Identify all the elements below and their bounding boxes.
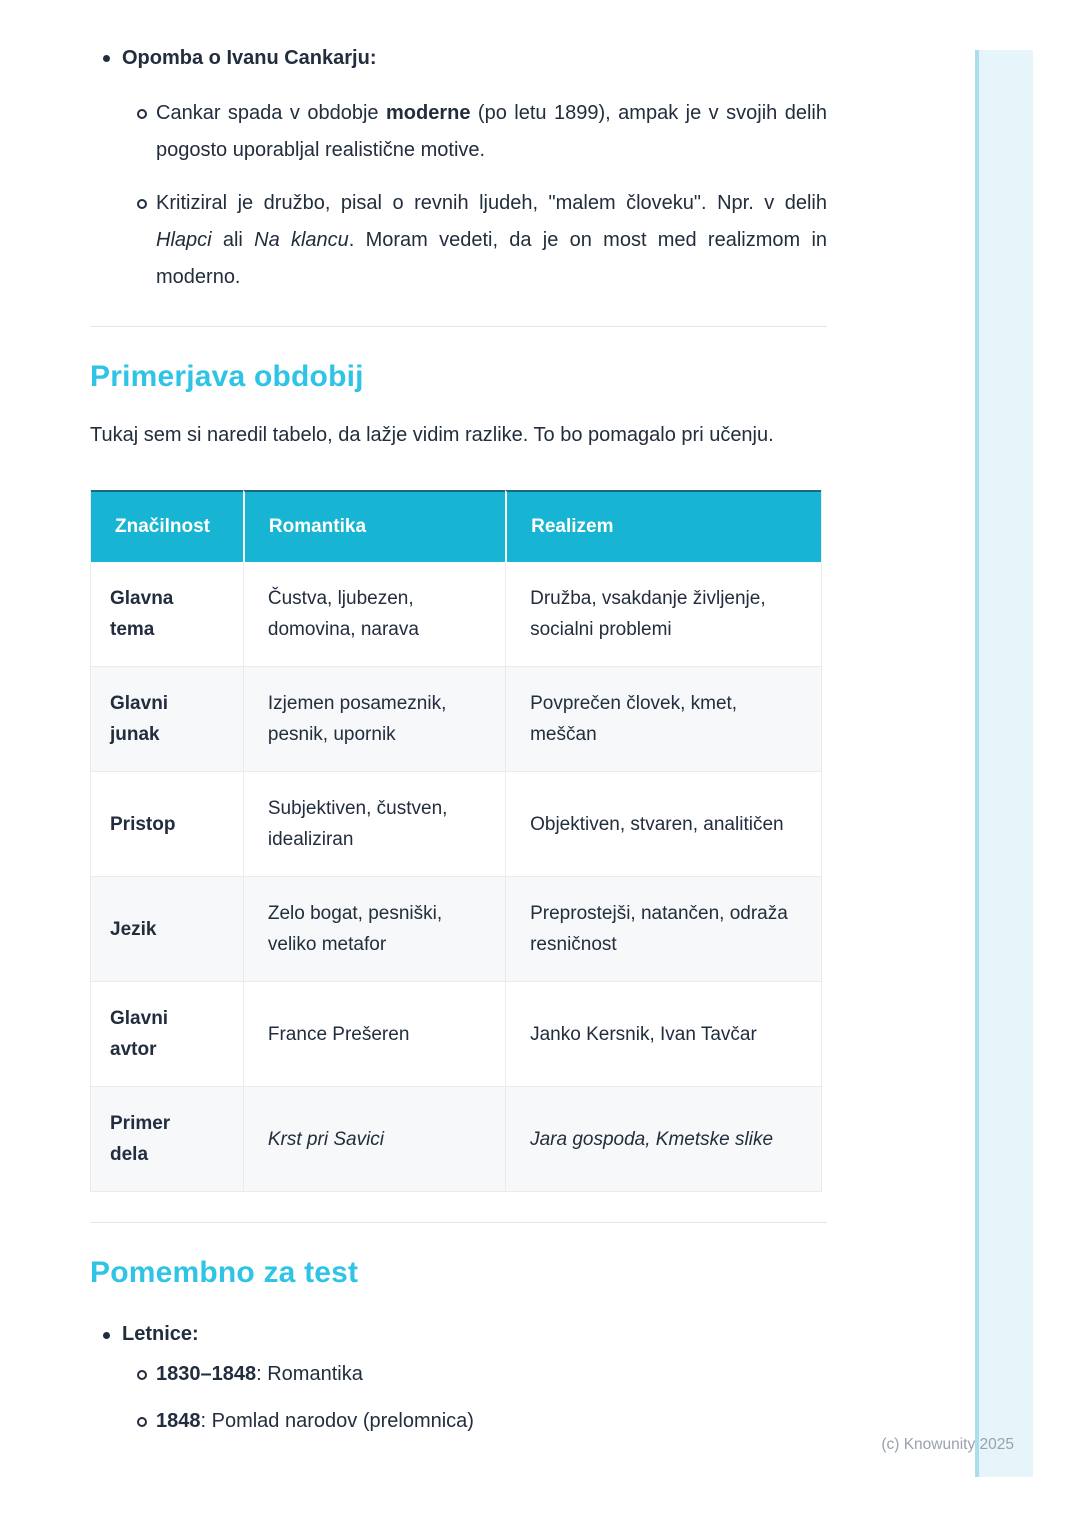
page-content: [90, 40, 827, 1436]
test-sub-item: [90, 1359, 827, 1389]
test-title-item: [90, 1317, 827, 1351]
table-header-realizem: Realizem: [505, 490, 821, 562]
cell-romantika: France Prešeren: [243, 982, 505, 1087]
cell-romantika: Subjektiven, čustven, idealiziran: [243, 772, 505, 877]
comparison-heading: Primerjava obdobij: [90, 360, 364, 393]
cell-feature: Glavni junak: [91, 667, 243, 772]
cell-feature: Glavna tema: [91, 562, 243, 667]
comparison-intro: Tukaj sem si naredil tabelo, da lažje vidim razlike. To bo pomagalo pri učenju.: [90, 424, 774, 446]
test-title-text: [122, 1317, 827, 1351]
test-sub-text: [156, 1406, 827, 1436]
text-segment: : Romantika: [256, 1363, 363, 1385]
text-segment: (po letu 1899), ampak je v svojih delih pogosto uporabljal realistične motive.: [156, 102, 827, 161]
cell-realizem: Jara gospoda, Kmetske slike: [505, 1087, 821, 1192]
note-sub-item: [90, 185, 827, 296]
cell-romantika: Krst pri Savici: [243, 1087, 505, 1192]
table-header-feature: Značilnost: [91, 490, 243, 562]
note-title-item: [90, 40, 827, 77]
cell-realizem: Janko Kersnik, Ivan Tavčar: [505, 982, 821, 1087]
text-segment: ali: [211, 229, 255, 251]
comparison-table-header: [91, 490, 821, 562]
comparison-table-body: [91, 562, 821, 1192]
cell-romantika: Izjemen posameznik, pesnik, upornik: [243, 667, 505, 772]
bullet-circle-icon: [128, 1359, 156, 1380]
text-segment: 1830–1848: [156, 1363, 257, 1385]
copyright-credit: (c) Knowunity 2025: [881, 1436, 1014, 1453]
test-sub-text: [156, 1359, 827, 1389]
bullet-circle-icon: [128, 185, 156, 209]
note-sub-item: [90, 95, 827, 169]
cell-feature: Primer dela: [91, 1087, 243, 1192]
cell-realizem: Preprostejši, natančen, odraža resničnost: [505, 877, 821, 982]
test-heading: Pomembno za test: [90, 1256, 359, 1289]
table-header-romantika: Romantika: [243, 490, 505, 562]
test-sub-item: [90, 1406, 827, 1436]
table-row: [91, 667, 821, 772]
note-sub-text: [156, 185, 827, 296]
text-segment: moderne: [386, 102, 471, 124]
bullet-disc-icon: [90, 1317, 122, 1339]
cell-romantika: Zelo bogat, pesniški, veliko metafor: [243, 877, 505, 982]
bullet-circle-icon: [128, 1406, 156, 1427]
cell-feature: Glavni avtor: [91, 982, 243, 1087]
cell-feature: Pristop: [91, 772, 243, 877]
text-segment: Letnice:: [122, 1323, 199, 1345]
text-segment: Kritiziral je družbo, pisal o revnih ljudeh, "malem človeku". Npr. v delih: [156, 192, 827, 214]
text-segment: . Moram vedeti, da je on most med realizmom in moderno.: [156, 229, 828, 288]
bullet-circle-icon: [128, 95, 156, 119]
section-divider: [90, 1222, 827, 1223]
cell-realizem: Družba, vsakdanje življenje, socialni problemi: [505, 562, 821, 667]
table-row: [91, 562, 821, 667]
text-segment: Hlapci: [156, 229, 212, 251]
text-segment: 1848: [156, 1410, 201, 1432]
note-title-text: [122, 40, 827, 77]
table-row: [91, 982, 821, 1087]
text-segment: Na klancu: [254, 229, 349, 251]
bullet-disc-icon: [90, 40, 122, 62]
decorative-side-stripe: [975, 50, 1033, 1477]
text-segment: Cankar spada v obdobje: [156, 102, 386, 124]
cell-feature: Jezik: [91, 877, 243, 982]
cell-realizem: Povprečen človek, kmet, meščan: [505, 667, 821, 772]
comparison-table: [90, 490, 822, 1192]
text-segment: Opomba o Ivanu Cankarju:: [122, 47, 377, 69]
section-divider: [90, 326, 827, 327]
cell-romantika: Čustva, ljubezen, domovina, narava: [243, 562, 505, 667]
text-segment: : Pomlad narodov (prelomnica): [200, 1410, 474, 1432]
table-row: [91, 877, 821, 982]
table-row: [91, 1087, 821, 1192]
table-header-row: [91, 490, 821, 562]
note-sub-text: [156, 95, 827, 169]
table-row: [91, 772, 821, 877]
cell-realizem: Objektiven, stvaren, analitičen: [505, 772, 821, 877]
